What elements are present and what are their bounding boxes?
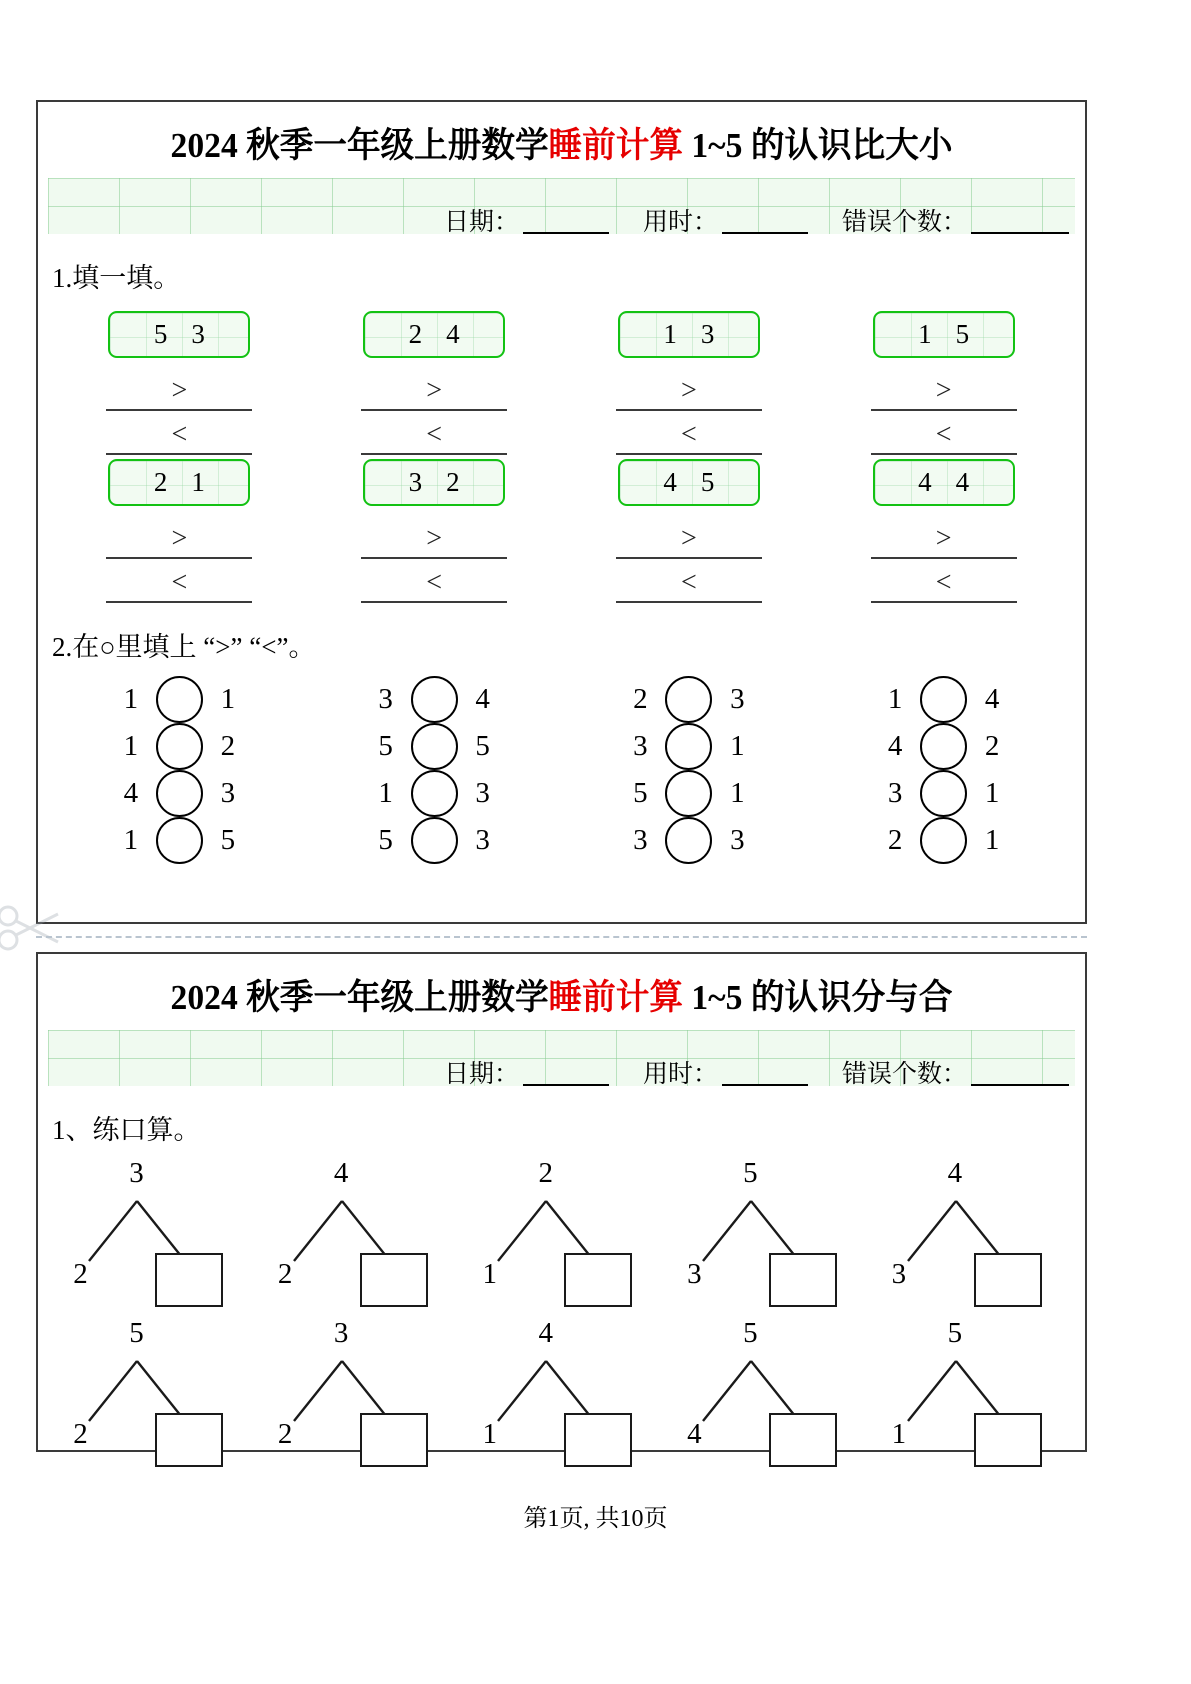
compare-item <box>69 311 289 455</box>
number-pair-box <box>363 311 505 358</box>
worksheet-1-title <box>59 118 1064 168</box>
number-bond <box>681 1157 851 1313</box>
blank-left[interactable] <box>616 453 689 455</box>
circle-item <box>834 770 1054 817</box>
answer-circle[interactable] <box>156 817 203 864</box>
pair-right: 2 <box>446 467 460 497</box>
meta-errors-blank[interactable] <box>971 232 1069 234</box>
bond-part: 1 <box>482 1418 497 1450</box>
number-pair-box <box>618 311 760 358</box>
circle-column <box>579 676 799 864</box>
pair-right: 5 <box>955 319 970 349</box>
circle-item <box>324 817 544 864</box>
pair-left: 3 <box>408 467 423 497</box>
operator-symbol: > <box>680 523 697 554</box>
circle-item <box>324 723 544 770</box>
answer-circle[interactable] <box>920 770 967 817</box>
answer-line-gt[interactable] <box>89 515 269 559</box>
answer-line-gt[interactable] <box>599 515 779 559</box>
circle-left-number: 1 <box>887 683 903 715</box>
bond-part: 3 <box>891 1258 907 1290</box>
answer-line-lt[interactable] <box>89 559 269 603</box>
title-prefix: 2024 秋季一年级上册数学 <box>170 978 549 1017</box>
bond-whole: 2 <box>538 1157 553 1189</box>
number-bond <box>272 1317 442 1473</box>
answer-circle[interactable] <box>411 817 458 864</box>
meta-date-blank[interactable] <box>523 232 609 234</box>
title-suffix: 1~5 的认识分与合 <box>682 978 953 1017</box>
compare-item <box>834 459 1054 603</box>
answer-line-lt[interactable] <box>344 411 524 455</box>
bond-answer-box[interactable] <box>974 1413 1042 1467</box>
answer-line-gt[interactable] <box>854 367 1034 411</box>
answer-line-lt[interactable] <box>599 559 779 603</box>
answer-circle[interactable] <box>411 770 458 817</box>
meta-date <box>444 202 609 238</box>
blank-left[interactable] <box>871 601 944 603</box>
bond-whole: 3 <box>129 1157 144 1189</box>
circle-item <box>69 676 289 723</box>
operator-symbol: < <box>426 419 443 450</box>
circle-right-number: 2 <box>984 730 1000 762</box>
pair-left: 2 <box>153 467 168 497</box>
operator-symbol: > <box>680 375 697 406</box>
answer-line-lt[interactable] <box>89 411 269 455</box>
bond-answer-box[interactable] <box>564 1253 632 1307</box>
circle-item <box>324 770 544 817</box>
answer-line-gt[interactable] <box>89 367 269 411</box>
circle-item <box>69 770 289 817</box>
answer-circle[interactable] <box>411 723 458 770</box>
worksheet-card-1 <box>36 100 1087 924</box>
circle-right-number: 2 <box>220 730 236 762</box>
circle-right-number: 5 <box>220 824 236 856</box>
bond-answer-box[interactable] <box>769 1413 837 1467</box>
pair-left: 5 <box>153 319 168 349</box>
blank-right[interactable] <box>179 601 252 603</box>
title-highlight: 睡前计算 <box>548 126 683 165</box>
operator-symbol: < <box>935 419 952 450</box>
compare-item <box>324 311 544 455</box>
blank-right[interactable] <box>434 601 507 603</box>
bond-whole: 4 <box>538 1317 553 1349</box>
meta-time-blank[interactable] <box>722 1084 808 1086</box>
circle-left-number: 3 <box>633 824 648 856</box>
circle-left-number: 2 <box>887 824 903 856</box>
circle-right-number: 5 <box>475 730 490 762</box>
blank-right[interactable] <box>434 453 507 455</box>
scissors-icon <box>0 898 66 958</box>
circle-compare-exercise <box>38 676 1085 864</box>
pair-left: 4 <box>663 467 677 497</box>
bond-part: 3 <box>687 1258 702 1290</box>
blank-left[interactable] <box>361 601 434 603</box>
number-pair-box <box>363 459 505 506</box>
number-bond-row <box>38 1317 1085 1473</box>
operator-symbol: < <box>426 567 443 598</box>
blank-left[interactable] <box>616 601 689 603</box>
circle-right-number: 4 <box>984 683 1000 715</box>
answer-circle[interactable] <box>156 723 203 770</box>
compare-item <box>834 311 1054 455</box>
compare-item <box>324 459 544 603</box>
circle-item <box>834 723 1054 770</box>
meta-time-label: 用时： <box>642 1061 718 1088</box>
operator-symbol: > <box>426 523 443 554</box>
circle-left-number: 2 <box>633 683 648 715</box>
answer-circle[interactable] <box>920 817 967 864</box>
operator-symbol: < <box>680 419 697 450</box>
compare-item <box>579 459 799 603</box>
meta-row <box>444 202 1069 238</box>
blank-right[interactable] <box>689 601 762 603</box>
number-bond <box>476 1317 646 1473</box>
circle-item <box>579 676 799 723</box>
circle-left-number: 1 <box>123 683 139 715</box>
circle-right-number: 3 <box>730 683 745 715</box>
answer-line-lt[interactable] <box>344 559 524 603</box>
bond-whole: 5 <box>947 1317 963 1349</box>
circle-right-number: 4 <box>475 683 490 715</box>
bond-answer-box[interactable] <box>155 1253 223 1307</box>
worksheet-1-meta-strip <box>48 178 1075 234</box>
circle-left-number: 3 <box>887 777 903 809</box>
bond-answer-box[interactable] <box>564 1413 632 1467</box>
circle-left-number: 5 <box>633 777 648 809</box>
operator-symbol: > <box>935 523 952 554</box>
number-bond <box>476 1157 646 1313</box>
exercise-2-heading: 2.在○里填上 “>” “<”。 <box>52 632 316 662</box>
exercise-3-heading: 1、练口算。 <box>52 1115 201 1145</box>
bond-part: 2 <box>73 1258 88 1290</box>
answer-line-gt[interactable] <box>854 515 1034 559</box>
bond-answer-box[interactable] <box>360 1253 428 1307</box>
blank-left[interactable] <box>106 601 179 603</box>
meta-errors <box>842 202 1069 238</box>
meta-errors-label: 错误个数： <box>841 209 967 236</box>
circle-left-number: 1 <box>123 730 139 762</box>
worksheet-card-2 <box>36 952 1087 1452</box>
title-prefix: 2024 秋季一年级上册数学 <box>170 126 549 165</box>
title-highlight: 睡前计算 <box>548 978 683 1017</box>
bond-part: 1 <box>482 1258 497 1290</box>
circle-column <box>324 676 544 864</box>
answer-circle[interactable] <box>665 817 712 864</box>
pair-left: 4 <box>918 467 932 497</box>
circle-right-number: 1 <box>730 777 745 809</box>
circle-left-number: 5 <box>378 824 393 856</box>
pair-left: 1 <box>918 319 932 349</box>
blank-right[interactable] <box>179 453 252 455</box>
compare-item <box>579 311 799 455</box>
blank-left[interactable] <box>871 453 944 455</box>
number-bond <box>886 1317 1056 1473</box>
circle-right-number: 3 <box>730 824 745 856</box>
bond-answer-box[interactable] <box>769 1253 837 1307</box>
answer-line-lt[interactable] <box>854 411 1034 455</box>
bond-answer-box[interactable] <box>974 1253 1042 1307</box>
number-pair-box <box>108 459 250 506</box>
pair-right: 4 <box>446 319 460 349</box>
circle-left-number: 5 <box>378 730 393 762</box>
operator-symbol: < <box>680 567 697 598</box>
answer-line-lt[interactable] <box>854 559 1034 603</box>
meta-time-blank[interactable] <box>722 232 808 234</box>
bond-part: 1 <box>891 1418 907 1450</box>
worksheet-2-title <box>59 970 1064 1020</box>
number-pair-box <box>873 311 1015 358</box>
bond-whole: 3 <box>333 1317 349 1349</box>
circle-left-number: 4 <box>887 730 903 762</box>
pair-left: 1 <box>663 319 677 349</box>
number-bond <box>272 1157 442 1313</box>
number-pair-box <box>873 459 1015 506</box>
circle-item <box>579 723 799 770</box>
number-bond-row <box>38 1157 1085 1313</box>
blank-right[interactable] <box>944 601 1017 603</box>
bond-whole: 5 <box>743 1317 758 1349</box>
title-suffix: 1~5 的认识比大小 <box>682 126 953 165</box>
meta-date-label: 日期： <box>443 1061 519 1088</box>
answer-circle[interactable] <box>920 676 967 723</box>
bond-part: 4 <box>687 1418 702 1450</box>
number-bond-exercise <box>38 1157 1085 1473</box>
operator-symbol: < <box>935 567 952 598</box>
answer-line-gt[interactable] <box>344 367 524 411</box>
circle-left-number: 3 <box>633 730 648 762</box>
operator-symbol: > <box>426 375 443 406</box>
bond-part: 2 <box>73 1418 88 1450</box>
answer-line-gt[interactable] <box>344 515 524 559</box>
answer-circle[interactable] <box>665 770 712 817</box>
operator-symbol: < <box>171 567 188 598</box>
bond-whole: 4 <box>333 1157 349 1189</box>
meta-errors-label: 错误个数： <box>841 1061 967 1088</box>
meta-date <box>444 1054 609 1090</box>
circle-item <box>69 723 289 770</box>
answer-circle[interactable] <box>665 676 712 723</box>
circle-right-number: 3 <box>475 824 490 856</box>
number-pair-box <box>618 459 760 506</box>
circle-item <box>579 817 799 864</box>
bond-whole: 5 <box>129 1317 144 1349</box>
number-pair-box <box>108 311 250 358</box>
meta-row <box>444 1054 1069 1090</box>
bond-part: 2 <box>277 1258 293 1290</box>
meta-time <box>643 1054 808 1090</box>
bond-whole: 5 <box>743 1157 758 1189</box>
exercise-1-heading: 1.填一填。 <box>52 263 181 293</box>
page-footer: 第1页, 共10页 <box>523 1506 668 1532</box>
circle-item <box>69 817 289 864</box>
cut-line <box>36 936 1087 938</box>
compare-item <box>69 459 289 603</box>
number-bond <box>67 1157 237 1313</box>
pair-right: 5 <box>700 467 715 497</box>
circle-column <box>834 676 1054 864</box>
compare-row <box>38 459 1085 603</box>
blank-right[interactable] <box>689 453 762 455</box>
circle-left-number: 1 <box>123 824 139 856</box>
circle-left-number: 3 <box>378 683 393 715</box>
circle-right-number: 1 <box>730 730 745 762</box>
blank-left[interactable] <box>106 453 179 455</box>
answer-line-gt[interactable] <box>599 367 779 411</box>
number-bond <box>886 1157 1056 1313</box>
operator-symbol: > <box>171 375 188 406</box>
bond-answer-box[interactable] <box>155 1413 223 1467</box>
answer-circle[interactable] <box>156 676 203 723</box>
worksheet-2-meta-strip <box>48 1030 1075 1086</box>
answer-circle[interactable] <box>156 770 203 817</box>
meta-time-label: 用时： <box>642 209 718 236</box>
operator-symbol: < <box>171 419 188 450</box>
meta-date-label: 日期： <box>443 209 519 236</box>
pair-right: 3 <box>191 319 205 349</box>
operator-symbol: > <box>935 375 952 406</box>
circle-left-number: 1 <box>378 777 393 809</box>
blank-right[interactable] <box>944 453 1017 455</box>
meta-errors <box>842 1054 1069 1090</box>
meta-errors-blank[interactable] <box>971 1084 1069 1086</box>
bond-answer-box[interactable] <box>360 1413 428 1467</box>
compare-row <box>38 311 1085 455</box>
circle-right-number: 3 <box>220 777 236 809</box>
answer-line-lt[interactable] <box>599 411 779 455</box>
circle-column <box>69 676 289 864</box>
circle-item <box>834 676 1054 723</box>
number-bond <box>67 1317 237 1473</box>
answer-circle[interactable] <box>665 723 712 770</box>
meta-date-blank[interactable] <box>523 1084 609 1086</box>
circle-right-number: 1 <box>220 683 236 715</box>
answer-circle[interactable] <box>920 723 967 770</box>
circle-item <box>579 770 799 817</box>
blank-left[interactable] <box>361 453 434 455</box>
operator-symbol: > <box>171 523 188 554</box>
circle-left-number: 4 <box>123 777 139 809</box>
bond-whole: 4 <box>947 1157 963 1189</box>
circle-right-number: 1 <box>984 824 1000 856</box>
pair-right: 1 <box>191 467 205 497</box>
answer-circle[interactable] <box>411 676 458 723</box>
compare-exercise <box>38 311 1085 603</box>
circle-right-number: 3 <box>475 777 490 809</box>
pair-right: 4 <box>955 467 970 497</box>
bond-part: 2 <box>277 1418 293 1450</box>
pair-left: 2 <box>408 319 423 349</box>
pair-right: 3 <box>700 319 715 349</box>
circle-item <box>324 676 544 723</box>
meta-time <box>643 202 808 238</box>
circle-right-number: 1 <box>984 777 1000 809</box>
number-bond <box>681 1317 851 1473</box>
circle-item <box>834 817 1054 864</box>
